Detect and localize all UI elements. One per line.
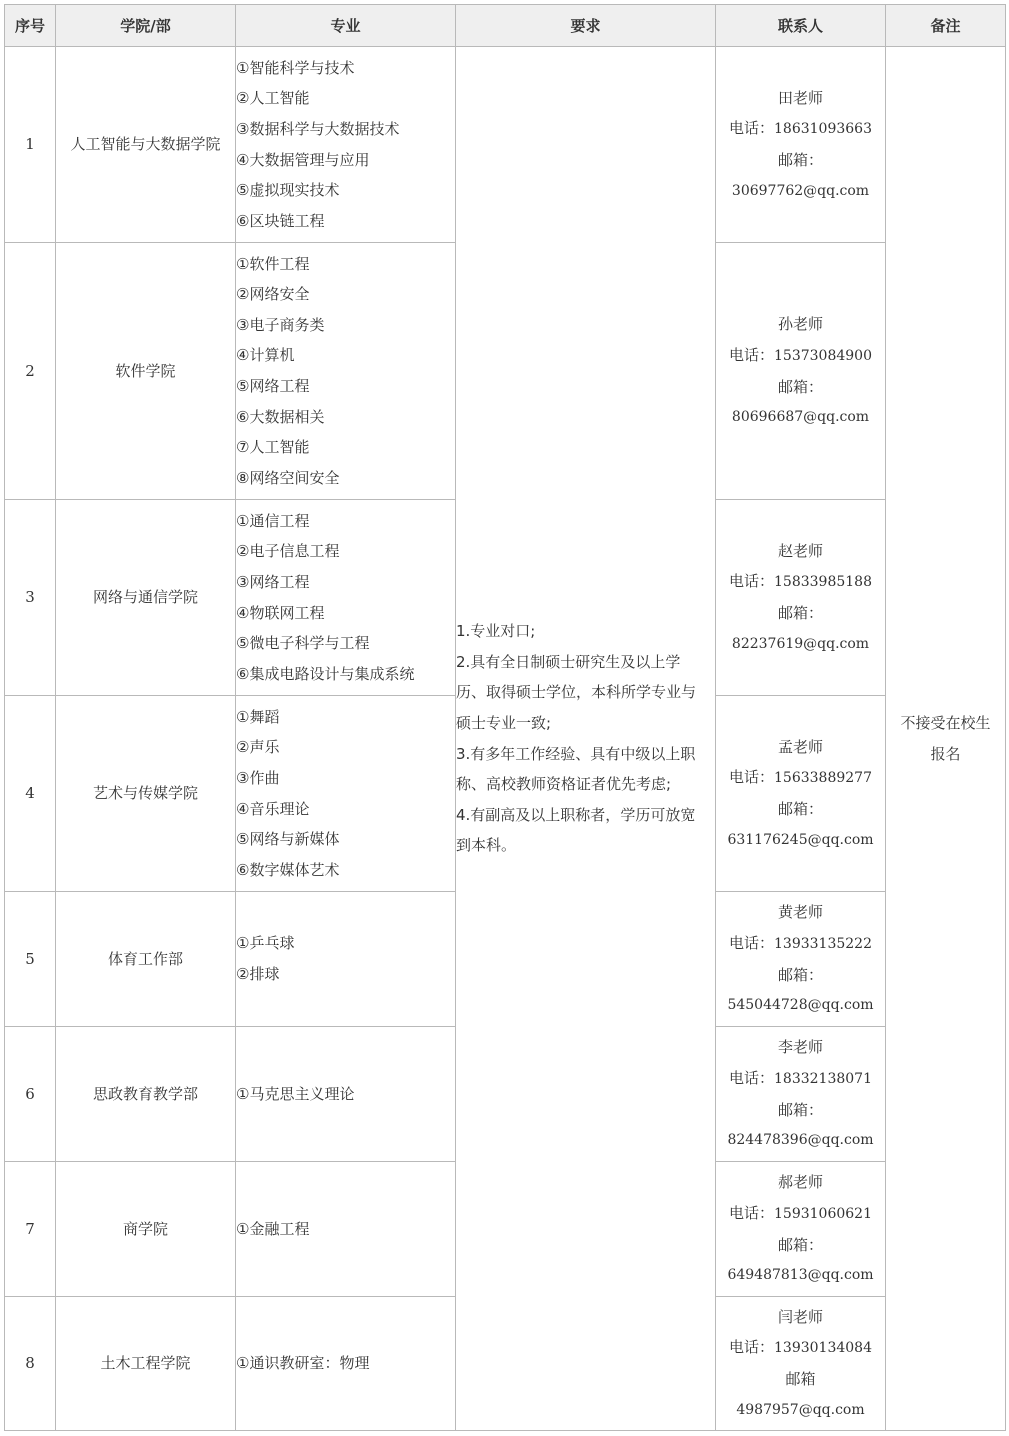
contact-cell — [716, 1162, 886, 1297]
row-number: 8 — [5, 1297, 56, 1431]
email-address: 30697762@qq.com — [731, 182, 870, 199]
row-number: 2 — [5, 243, 56, 500]
requirements-cell — [456, 47, 716, 1431]
contact-phone — [716, 566, 885, 598]
major-item: ③电子商务类 — [236, 315, 325, 334]
requirement-line: 2.具有全日制硕士研究生及以上学 — [456, 652, 681, 671]
contact-cell — [716, 696, 886, 892]
requirement-line: 称、高校教师资格证者优先考虑; — [456, 775, 672, 794]
email-label: 邮箱： — [777, 377, 823, 396]
phone-label: 电话： — [729, 572, 775, 591]
requirement-line: 历、取得硕士学位，本科所学专业与 — [456, 683, 697, 702]
contact-name: 闫老师 — [777, 1307, 823, 1326]
email-address: 649487813@qq.com — [727, 1267, 874, 1284]
contact-phone — [716, 340, 885, 372]
major-item: ⑧网络空间安全 — [236, 468, 340, 487]
phone-number: 15931060621 — [774, 1205, 872, 1222]
row-number: 7 — [5, 1162, 56, 1297]
requirement-line: 1.专业对口; — [456, 622, 536, 641]
major-item: ⑥大数据相关 — [236, 407, 325, 426]
majors-cell — [236, 696, 456, 892]
header-dept: 学院/部 — [56, 5, 236, 47]
major-item: ②电子信息工程 — [236, 542, 340, 561]
recruitment-table — [4, 4, 1006, 1431]
phone-label: 电话： — [729, 1338, 775, 1357]
major-item: ⑥数字媒体艺术 — [236, 860, 340, 879]
email-address: 80696687@qq.com — [731, 409, 870, 426]
email-address: 631176245@qq.com — [727, 831, 874, 848]
header-contact: 联系人 — [716, 5, 886, 47]
department-cell: 土木工程学院 — [56, 1297, 236, 1431]
major-item: ①乒乓球 — [236, 934, 295, 953]
email-label: 邮箱： — [777, 1235, 823, 1254]
major-item: ③数据科学与大数据技术 — [236, 119, 400, 138]
contact-cell — [716, 500, 886, 696]
major-item: ①舞蹈 — [236, 707, 280, 726]
department-cell: 艺术与传媒学院 — [56, 696, 236, 892]
phone-label: 电话： — [729, 768, 775, 787]
email-label: 邮箱： — [777, 604, 823, 622]
major-item: ②排球 — [236, 965, 280, 983]
majors-cell — [236, 500, 456, 696]
contact-name: 孟老师 — [777, 737, 823, 756]
majors-cell — [236, 1027, 456, 1162]
phone-label: 电话： — [729, 933, 775, 952]
row-number: 1 — [5, 47, 56, 243]
phone-number: 15833985188 — [774, 574, 872, 591]
row-number: 3 — [5, 500, 56, 696]
major-item: ⑤网络工程 — [236, 377, 310, 395]
contact-phone — [716, 1198, 885, 1230]
majors-cell — [236, 892, 456, 1027]
email-label: 邮箱： — [777, 1100, 823, 1119]
note-cell — [886, 47, 1006, 1431]
note-line: 报名 — [930, 744, 961, 763]
major-item: ①马克思主义理论 — [236, 1084, 355, 1103]
row-number: 4 — [5, 696, 56, 892]
email-address: 4987957@qq.com — [736, 1401, 865, 1418]
header-note: 备注 — [886, 5, 1006, 47]
email-address: 545044728@qq.com — [727, 997, 874, 1014]
phone-number: 18631093663 — [774, 121, 872, 138]
major-item: ③网络工程 — [236, 572, 310, 591]
major-item: ④物联网工程 — [236, 603, 325, 622]
phone-label: 电话： — [729, 1203, 775, 1222]
contact-cell — [716, 243, 886, 500]
contact-name: 田老师 — [777, 88, 823, 107]
department-cell: 软件学院 — [56, 243, 236, 500]
major-item: ②声乐 — [236, 738, 280, 757]
header-num: 序号 — [5, 5, 56, 47]
contact-cell — [716, 1297, 886, 1431]
department-cell: 网络与通信学院 — [56, 500, 236, 696]
major-item: ①智能科学与技术 — [236, 58, 355, 77]
row-number: 6 — [5, 1027, 56, 1162]
contact-name: 郝老师 — [777, 1173, 823, 1192]
phone-number: 15373084900 — [774, 347, 872, 364]
major-item: ⑥区块链工程 — [236, 211, 325, 230]
requirement-line: 3.有多年工作经验、具有中级以上职 — [456, 744, 696, 763]
major-item: ⑤微电子科学与工程 — [236, 634, 370, 653]
note-line: 不接受在校生 — [900, 713, 991, 732]
contact-cell — [716, 892, 886, 1027]
email-label: 邮箱： — [777, 151, 823, 169]
requirement-line: 到本科。 — [456, 836, 517, 855]
contact-phone — [716, 928, 885, 960]
requirement-line: 4.有副高及以上职称者，学历可放宽 — [456, 805, 696, 824]
contact-cell — [716, 47, 886, 243]
contact-phone — [716, 1063, 885, 1095]
major-item: ⑥集成电路设计与集成系统 — [236, 664, 415, 683]
phone-number: 13933135222 — [774, 935, 872, 952]
phone-label: 电话： — [729, 1068, 775, 1087]
major-item: ①软件工程 — [236, 254, 310, 273]
majors-cell — [236, 1297, 456, 1431]
major-item: ④大数据管理与应用 — [236, 150, 370, 169]
department-cell: 人工智能与大数据学院 — [56, 47, 236, 243]
major-item: ⑦人工智能 — [236, 438, 310, 457]
contact-name: 孙老师 — [777, 315, 823, 334]
department-cell: 商学院 — [56, 1162, 236, 1297]
major-item: ③作曲 — [236, 768, 280, 787]
contact-phone — [716, 762, 885, 794]
major-item: ②人工智能 — [236, 89, 310, 108]
major-item: ②网络安全 — [236, 285, 310, 304]
contact-cell — [716, 1027, 886, 1162]
contact-phone — [716, 1332, 885, 1364]
phone-number: 13930134084 — [774, 1340, 872, 1357]
major-item: ①金融工程 — [236, 1219, 310, 1238]
majors-cell — [236, 1162, 456, 1297]
requirement-line: 硕士专业一致; — [456, 713, 552, 732]
major-item: ⑤虚拟现实技术 — [236, 181, 340, 200]
email-label: 邮箱 — [785, 1370, 816, 1388]
email-label: 邮箱： — [777, 800, 823, 818]
phone-label: 电话： — [729, 119, 775, 138]
header-row — [5, 5, 1006, 47]
department-cell: 思政教育教学部 — [56, 1027, 236, 1162]
row-number: 5 — [5, 892, 56, 1027]
major-item: ①通识教研室：物理 — [236, 1354, 370, 1373]
majors-cell — [236, 47, 456, 243]
major-item: ④音乐理论 — [236, 799, 310, 818]
phone-number: 18332138071 — [774, 1070, 872, 1087]
email-label: 邮箱： — [777, 965, 823, 984]
major-item: ④计算机 — [236, 346, 295, 365]
department-cell: 体育工作部 — [56, 892, 236, 1027]
major-item: ⑤网络与新媒体 — [236, 830, 340, 849]
email-address: 824478396@qq.com — [727, 1132, 874, 1149]
major-item: ①通信工程 — [236, 511, 310, 530]
contact-name: 黄老师 — [777, 903, 823, 922]
contact-name: 赵老师 — [777, 541, 823, 560]
header-major: 专业 — [236, 5, 456, 47]
phone-number: 15633889277 — [774, 770, 872, 787]
table-row — [5, 47, 1006, 243]
majors-cell — [236, 243, 456, 500]
phone-label: 电话： — [729, 345, 775, 364]
contact-name: 李老师 — [777, 1038, 823, 1057]
email-address: 82237619@qq.com — [731, 635, 870, 652]
contact-phone — [716, 113, 885, 145]
header-requirements: 要求 — [456, 5, 716, 47]
